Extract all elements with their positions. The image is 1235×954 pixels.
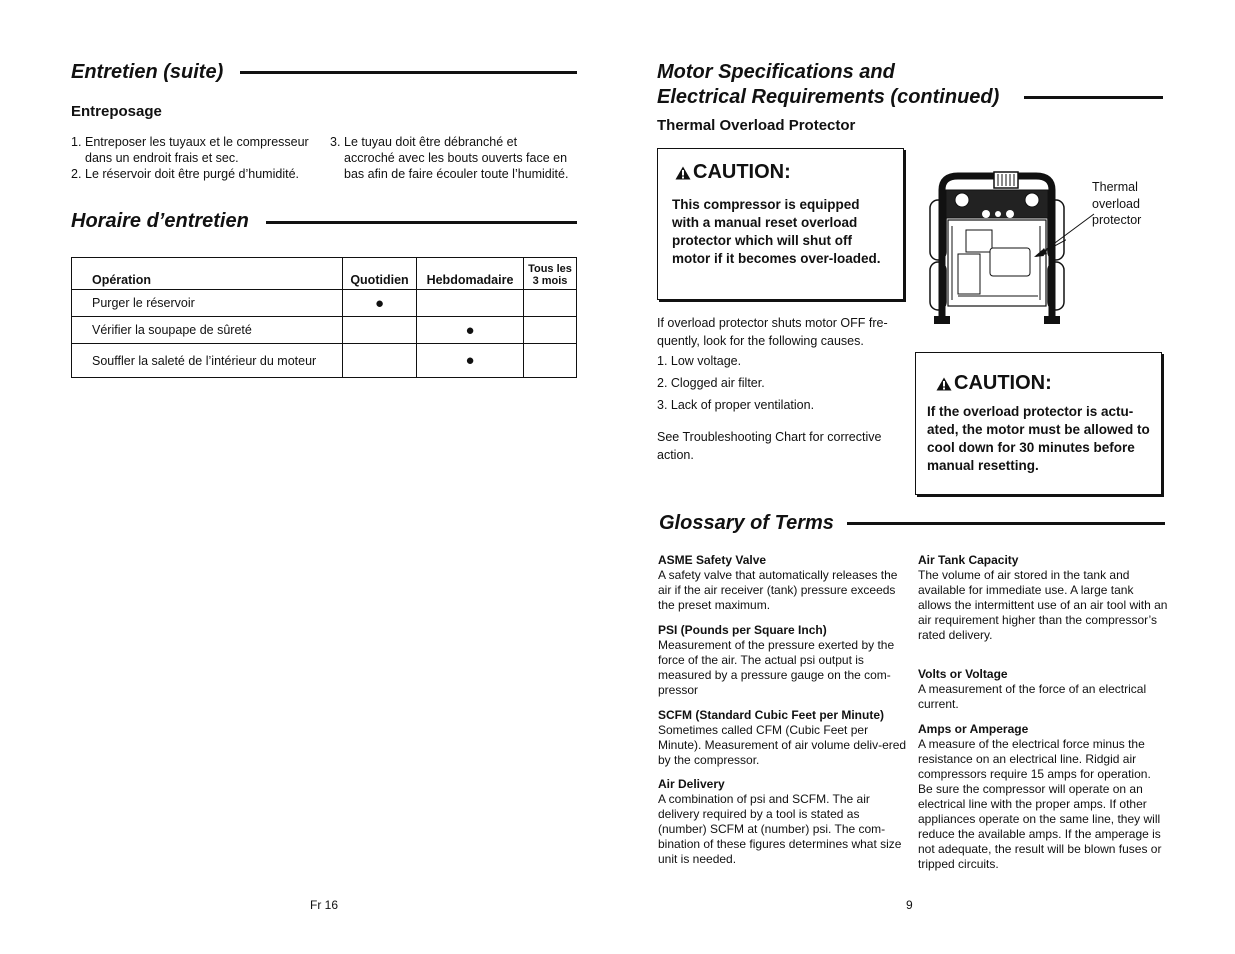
title-rule bbox=[240, 71, 577, 74]
figure-label: Thermal overload protector bbox=[1092, 180, 1142, 227]
title-rule bbox=[266, 221, 577, 224]
glossary-definition: The volume of air stored in the tank and available for immediate use. A large tank allows the intermittent use of an air tool with an air requirement higher than the compressor’s rated delivery. bbox=[918, 568, 1168, 642]
glossary-definition: A safety valve that automatically releases the air if the air receiver (tank) pressure exceeds the preset maximum. bbox=[658, 568, 898, 612]
warning-icon bbox=[675, 166, 691, 180]
page-number-right: 9 bbox=[906, 898, 913, 912]
storage-list-right bbox=[330, 134, 570, 182]
section-title-glossary: Glossary of Terms bbox=[659, 512, 834, 534]
warning-icon bbox=[936, 377, 952, 391]
glossary-term: Air Tank Capacity bbox=[918, 553, 1019, 567]
glossary-term: Amps or Amperage bbox=[918, 722, 1029, 736]
page-number-left: Fr 16 bbox=[310, 898, 339, 912]
glossary-entry bbox=[918, 553, 1168, 643]
glossary-entry bbox=[658, 553, 908, 613]
glossary-definition: A measurement of the force of an electrical current. bbox=[918, 682, 1147, 711]
section-title-motor-line2: Electrical Requirements (continued) bbox=[657, 86, 1000, 108]
leader-line bbox=[1030, 210, 1096, 260]
list-item: 1. Entreposer les tuyaux et le compresseur dans un endroit frais et sec. bbox=[71, 135, 309, 165]
glossary-term: PSI (Pounds per Square Inch) bbox=[658, 623, 827, 637]
storage-list-left bbox=[71, 134, 321, 182]
table-row bbox=[72, 344, 577, 378]
col-header-weekly: Hebdomadaire bbox=[417, 258, 524, 290]
maintenance-table bbox=[71, 257, 577, 378]
table-cell-weekly bbox=[417, 290, 524, 317]
table-cell-weekly: ● bbox=[417, 344, 524, 378]
col-header-daily: Quotidien bbox=[343, 258, 417, 290]
section-title-horaire: Horaire d’entretien bbox=[71, 210, 249, 232]
cause-item: 3. Lack of proper ventilation. bbox=[657, 398, 815, 412]
caution-title: CAUTION: bbox=[675, 161, 791, 184]
table-cell-op: Vérifier la soupape de sûreté bbox=[72, 317, 343, 344]
glossary-term: Volts or Voltage bbox=[918, 667, 1008, 681]
glossary-term: SCFM (Standard Cubic Feet per Minute) bbox=[658, 708, 885, 722]
glossary-term: ASME Safety Valve bbox=[658, 553, 767, 567]
table-row bbox=[72, 317, 577, 344]
storage-heading: Entreposage bbox=[71, 103, 162, 120]
caution-text: This compressor is equipped with a manual reset overload protector which will shut off motor if it becomes over-loaded. bbox=[672, 197, 881, 266]
glossary-entry bbox=[658, 777, 908, 867]
table-header-row bbox=[72, 258, 577, 290]
subheading-thermal: Thermal Overload Protector bbox=[657, 117, 856, 134]
glossary-entry bbox=[918, 722, 1168, 872]
title-rule bbox=[847, 522, 1165, 525]
caution-text: If the overload protector is actu-ated, the motor must be allowed to cool down for 30 minutes before manual resetting. bbox=[927, 404, 1150, 473]
table-cell-daily bbox=[343, 344, 417, 378]
glossary-definition: Sometimes called CFM (Cubic Feet per Minute). Measurement of air volume deliv-ered by the compressor. bbox=[658, 723, 907, 767]
see-troubleshooting-text: See Troubleshooting Chart for corrective action. bbox=[657, 430, 882, 462]
glossary-entry bbox=[658, 708, 908, 768]
table-row bbox=[72, 290, 577, 317]
glossary-definition: Measurement of the pressure exerted by the force of the air. The actual psi output is measured by a pressure gauge on the com-pressor bbox=[658, 638, 895, 697]
caution-title: CAUTION: bbox=[936, 372, 1052, 395]
table-cell-quarterly bbox=[524, 317, 577, 344]
table-cell-quarterly bbox=[524, 290, 577, 317]
list-item: 2. Le réservoir doit être purgé d’humidité. bbox=[71, 167, 300, 181]
col-header-operation: Opération bbox=[72, 258, 343, 290]
glossary-definition: A measure of the electrical force minus the resistance on an electrical line. Ridgid air compressors require 15 amps for operation. Be sure the compressor will operate on an electrical line with the proper amps. If other appliances operate on the same line, they will reduce the available amps. If the amperage is not adequate, the result will be blown fuses or tripped circuits. bbox=[918, 737, 1162, 871]
table-cell-op: Souffler la saleté de l’intérieur du moteur bbox=[72, 344, 343, 378]
section-title-motor-line1: Motor Specifications and bbox=[657, 61, 895, 83]
table-cell-daily: ● bbox=[343, 290, 417, 317]
glossary-definition: A combination of psi and SCFM. The air delivery required by a tool is stated as (number) SCFM at (number) psi. The com-bination of these figures determines what size unit is needed. bbox=[658, 792, 902, 866]
table-cell-daily bbox=[343, 317, 417, 344]
glossary-entry bbox=[918, 667, 1168, 712]
section-title-entretien: Entretien (suite) bbox=[71, 61, 224, 83]
title-rule bbox=[1024, 96, 1163, 99]
cause-item: 1. Low voltage. bbox=[657, 354, 742, 368]
caution-box-1 bbox=[657, 148, 904, 300]
cause-item: 2. Clogged air filter. bbox=[657, 376, 765, 390]
table-cell-quarterly bbox=[524, 344, 577, 378]
list-item: 3. Le tuyau doit être débranché et accroché avec les bouts ouverts face en bas afin de faire écouler toute l’humidité. bbox=[330, 135, 569, 181]
table-cell-weekly: ● bbox=[417, 317, 524, 344]
glossary-term: Air Delivery bbox=[658, 777, 725, 791]
glossary-entry bbox=[658, 623, 908, 698]
caution-box-2 bbox=[915, 352, 1162, 495]
table-cell-op: Purger le réservoir bbox=[72, 290, 343, 317]
col-header-quarterly: Tous les 3 mois bbox=[524, 258, 577, 290]
intro-text: If overload protector shuts motor OFF fre-quently, look for the following causes. bbox=[657, 316, 888, 348]
